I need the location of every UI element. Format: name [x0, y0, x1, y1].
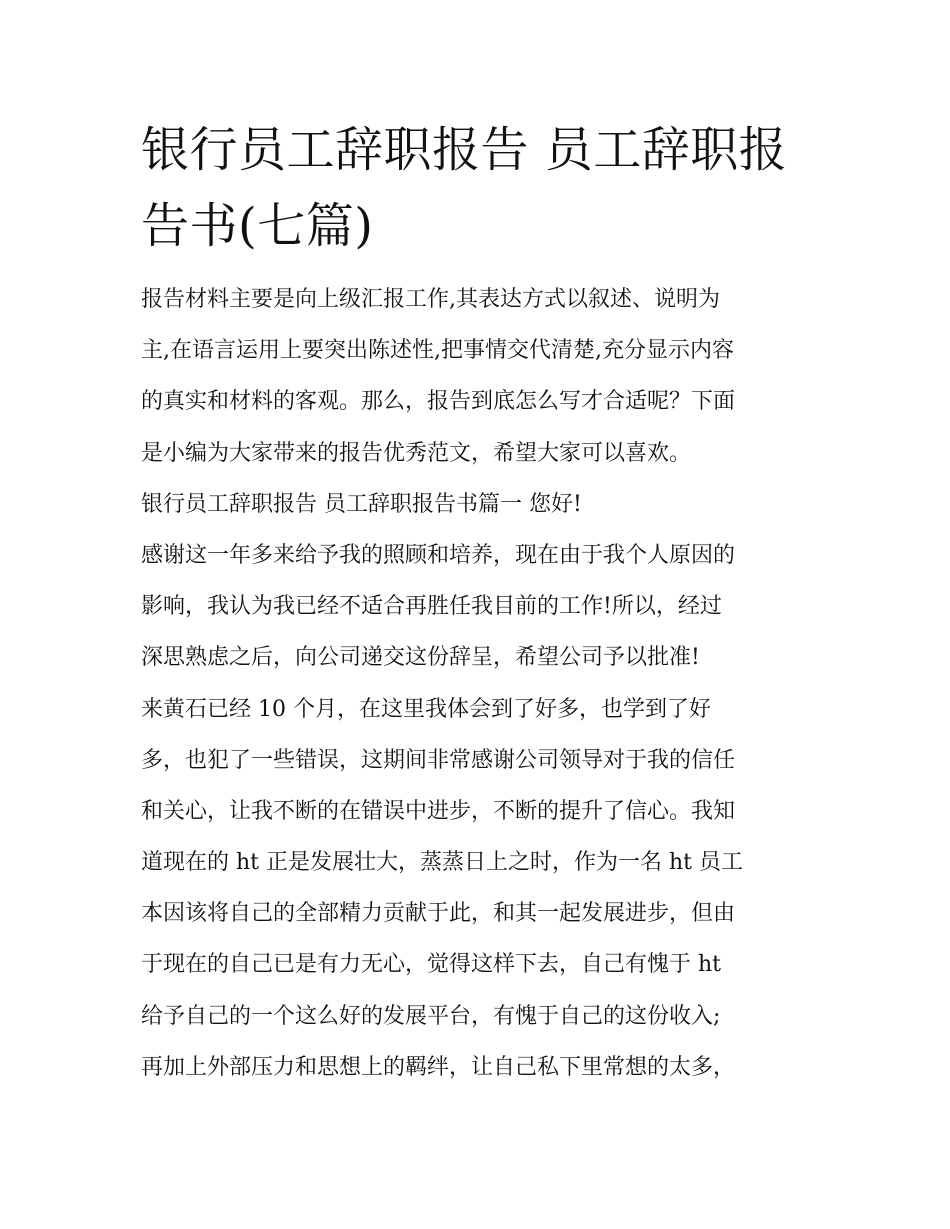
- title-line: 银行员工辞职报告 员工辞职报: [141, 122, 788, 178]
- intro-line: 的真实和材料的客观。那么，报告到底怎么写才合适呢？下面: [141, 389, 736, 415]
- body-line: 和关心，让我不断的在错误中进步，不断的提升了信心。我知: [141, 798, 736, 824]
- body-line: 给予自己的一个这么好的发展平台，有愧于自己的这份收入;: [141, 1003, 721, 1029]
- body-line: 道现在的 ht 正是发展壮大，蒸蒸日上之时，作为一名 ht 员工: [141, 850, 743, 876]
- body-line: 于现在的自己已是有力无心，觉得这样下去，自己有愧于 ht: [141, 952, 722, 978]
- document-title: [141, 112, 816, 264]
- document-content: [141, 112, 816, 1093]
- body-line: 本因该将自己的全部精力贡献于此，和其一起发展进步，但由: [141, 901, 736, 927]
- body-line: 影响，我认为我已经不适合再胜任我目前的工作!所以，经过: [141, 594, 722, 620]
- body-line: 感谢这一年多来给予我的照顾和培养，现在由于我个人原因的: [141, 542, 736, 568]
- document-body: [141, 274, 816, 1093]
- intro-line: 是小编为大家带来的报告优秀范文，希望大家可以喜欢。: [141, 440, 692, 466]
- section-heading-line: 银行员工辞职报告 员工辞职报告书篇一 您好!: [141, 491, 582, 517]
- body-line: 来黄石已经 10 个月，在这里我体会到了好多，也学到了好: [141, 696, 711, 722]
- title-line: 告书(七篇): [141, 198, 374, 254]
- body-line: 深思熟虑之后，向公司递交这份辞呈，希望公司予以批准!: [141, 645, 700, 671]
- body-line: 再加上外部压力和思想上的羁绊，让自己私下里常想的太多，: [141, 1054, 736, 1080]
- body-line: 多，也犯了一些错误，这期间非常感谢公司领导对于我的信任: [141, 747, 736, 773]
- intro-line: 报告材料主要是向上级汇报工作,其表达方式以叙述、说明为: [141, 287, 720, 312]
- intro-line: 主,在语言运用上要突出陈述性,把事情交代清楚,充分显示内容: [141, 338, 734, 364]
